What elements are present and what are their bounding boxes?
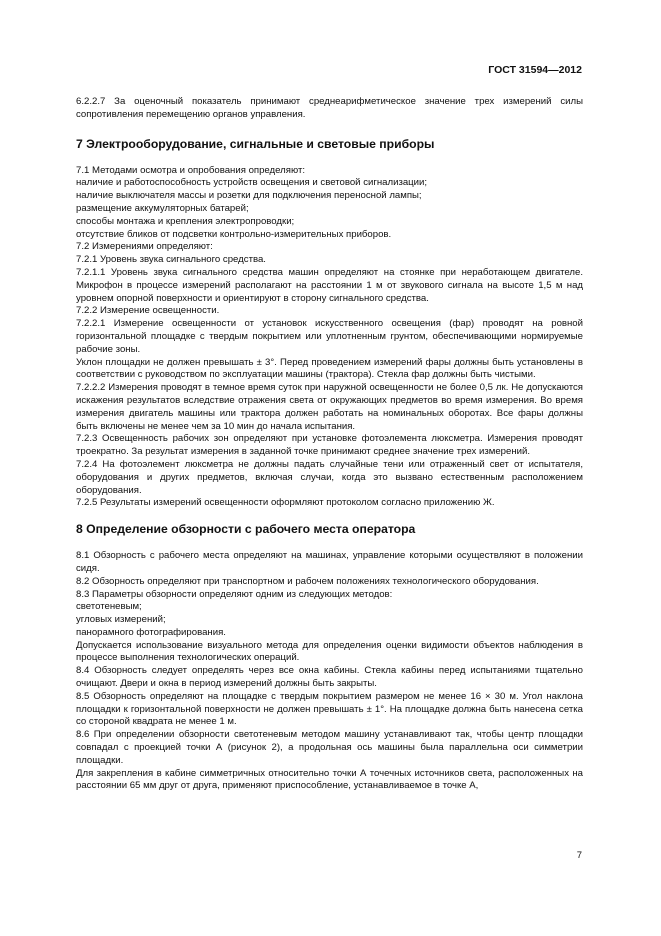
paragraph: 8.4 Обзорность следует определять через все окна кабины. Стекла кабины перед испытаниями тщательно очищают. Двери и окна в период измерений должны быть закрыты. (76, 665, 583, 690)
paragraph: 8.5 Обзорность определяют на площадке с твердым покрытием размером не менее 16 × 30 м. Угол наклона площадки к горизонтальной поверхности не должен превышать ± 1°. На площадке должна быть нанесена сетка со стороной квадрата не менее 1 м. (76, 690, 583, 728)
paragraph: 8.2 Обзорность определяют при транспортном и рабочем положениях технологического оборудования. (76, 575, 539, 587)
section-8-body (76, 550, 583, 793)
paragraph: наличие и работоспособность устройств освещения и световой сигнализации; (76, 177, 428, 189)
paragraph: 8.1 Обзорность с рабочего места определяют на машинах, управление которыми осуществляют в положении сидя. (76, 550, 583, 574)
paragraph: Уклон площадки не должен превышать ± 3°. Перед проведением измерений фары должны быть установлены в соответствии с руководством по эксплуатации машины (трактора). Стекла фар должны быть чистыми. (76, 356, 583, 381)
paragraph: способы монтажа и крепления электропроводки; (76, 215, 295, 227)
paragraph: 7.2.2.1 Измерение освещенности от установок искусственного освещения (фар) проводят на ровной горизонтальной площадке с твердым покрытием или уплотненным грунтом, обеспечивающими нормируемые рабочие зоны. (76, 318, 583, 355)
paragraph: отсутствие бликов от подсветки контрольно-измерительных приборов. (76, 228, 392, 240)
section-7-body (76, 165, 583, 511)
paragraph: 7.2.2 Измерение освещенности. (76, 305, 220, 317)
paragraph: Допускается использование визуального метода для определения оценки видимости объектов наблюдения в процессе выполнения технологических операций. (76, 639, 583, 664)
paragraph: размещение аккумуляторных батарей; (76, 202, 249, 214)
paragraph: 8.3 Параметры обзорности определяют одним из следующих методов: (76, 588, 393, 600)
paragraph: 7.2.4 На фотоэлемент люксметра не должны падать случайные тени или отраженный свет от испытателя, оборудования и других предметов, включая случаи, когда это вызвано естественным расположением оборудования. (76, 458, 583, 496)
paragraph: 7.2.5 Результаты измерений освещенности оформляют протоколом согласно приложению Ж. (76, 497, 495, 509)
intro-paragraph: 6.2.2.7 За оценочный показатель принимают среднеарифметическое значение трех измерений силы сопротивления перемещению органов управления. (76, 96, 583, 120)
paragraph: 7.2.3 Освещенность рабочих зон определяют при установке фотоэлемента люксметра. Измерения проводят троекратно. За результат измерения в заданной точке принимают среднее значение трех измерений. (76, 433, 583, 458)
paragraph: наличие выключателя массы и розетки для подключения переносной лампы; (76, 190, 422, 202)
paragraph: 7.2.2.2 Измерения проводят в темное время суток при наружной освещенности не более 0,5 лк. Не допускаются искажения результатов вследствие отражения света от окружающих предметов во время измерения. Во время измерения двигатель машины или трактора должен работать на номинальных оборотах. Все фары должны быть включены не менее чем за 10 мин до начала испытания. (76, 382, 583, 432)
section-7-title: 7 Электрооборудование, сигнальные и световые приборы (76, 136, 435, 151)
paragraph: 7.2 Измерениями определяют: (76, 241, 213, 253)
paragraph: 7.2.1 Уровень звука сигнального средства. (76, 254, 266, 266)
page-number: 7 (576, 850, 582, 861)
paragraph: угловых измерений; (76, 614, 166, 626)
paragraph: Для закрепления в кабине симметричных относительно точки А точечных источников света, расположенных на расстоянии 65 мм друг от друга, применяют приспособление, устанавливаемое в точке А, (76, 767, 583, 792)
paragraph: светотеневым; (76, 601, 142, 613)
paragraph: 7.1 Методами осмотра и опробования определяют: (76, 164, 306, 176)
document-header: ГОСТ 31594—2012 (488, 64, 582, 76)
page-content (76, 96, 583, 793)
paragraph: панорамного фотографирования. (76, 626, 226, 638)
paragraph: 7.2.1.1 Уровень звука сигнального средства машин определяют на стоянке при неработающем двигателе. Микрофон в процессе измерений располагают на расстоянии 1 м от звукового сигнала на высоте 1,5 м над уровнем опорной поверхности и ориентируют в сторону сигнального средства. (76, 266, 583, 304)
paragraph: 8.6 При определении обзорности светотеневым методом машину устанавливают так, чтобы центр площадки совпадал с проекцией точки А (рисунок 2), а продольная ось машины была параллельна оси симметрии площадки. (76, 729, 583, 766)
section-8-title: 8 Определение обзорности с рабочего места оператора (76, 522, 416, 537)
